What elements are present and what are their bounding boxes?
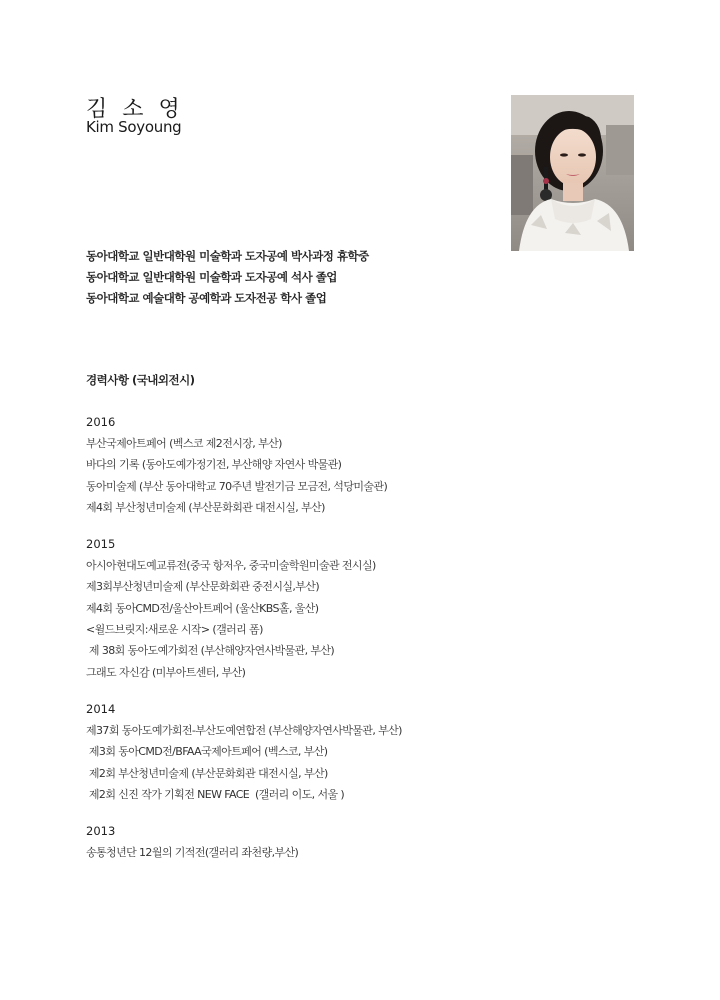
exhibition-item: 제3회 동아CMD전/BFAA국제아트페어 (벡스코, 부산) <box>86 745 328 759</box>
year-label: 2016 <box>86 415 116 429</box>
career-heading: 경력사항 (국내외전시) <box>86 373 195 387</box>
year-block-2014 <box>86 699 646 805</box>
exhibition-item: 제2회 신진 작가 기획전 NEW FACE (갤러리 이도, 서울 ) <box>86 787 345 801</box>
exhibition-item: 제37회 동아도예가회전-부산도예연합전 (부산해양자연사박물관, 부산) <box>86 723 402 737</box>
education-item: 동아대학교 일반대학원 미술학과 도자공예 석사 졸업 <box>86 270 337 284</box>
career-years <box>86 412 646 879</box>
year-label: 2013 <box>86 824 116 839</box>
exhibition-list <box>86 433 646 518</box>
exhibition-item: 아시아현대도예교류전(중국 항저우, 중국미술학원미술관 전시실) <box>86 559 376 573</box>
education-item: 동아대학교 일반대학원 미술학과 도자공예 박사과정 휴학중 <box>86 249 369 263</box>
exhibition-list <box>86 842 646 863</box>
year-label: 2014 <box>86 701 116 716</box>
exhibition-item: 송통청년단 12월의 기적전(갤러리 좌천량,부산) <box>86 846 299 860</box>
exhibition-item: 제 38회 동아도예가회전 (부산해양자연사박물관, 부산) <box>86 644 335 658</box>
education-list <box>86 246 369 309</box>
exhibition-item: 바다의 기록 (동아도예가정기전, 부산해양 자연사 박물관) <box>86 458 342 472</box>
year-block-2016 <box>86 412 646 518</box>
name-english: Kim Soyoung <box>86 118 182 136</box>
exhibition-list <box>86 555 646 683</box>
year-block-2013 <box>86 821 646 863</box>
name-korean: 김 소 영 <box>86 97 184 122</box>
exhibition-item: 제2회 부산청년미술제 (부산문화회관 대전시실, 부산) <box>86 766 328 780</box>
exhibition-item: 제4회 부산청년미술제 (부산문화회관 대전시실, 부산) <box>86 500 325 514</box>
exhibition-item: 동아미술제 (부산 동아대학교 70주년 발전기금 모금전, 석당미술관) <box>86 479 388 493</box>
exhibition-item: 그래도 자신감 (미부아트센터, 부산) <box>86 665 246 679</box>
year-label: 2015 <box>86 537 116 552</box>
education-item: 동아대학교 예술대학 공예학과 도자전공 학사 졸업 <box>86 291 327 305</box>
exhibition-item: <윌드브릿지:새로운 시작> (갤러리 폼) <box>86 623 263 637</box>
year-block-2015 <box>86 534 646 683</box>
exhibition-item: 부산국제아트페어 (벡스코 제2전시장, 부산) <box>86 437 282 450</box>
exhibition-item: 제3회부산청년미술제 (부산문화회관 중전시실,부산) <box>86 580 320 594</box>
exhibition-list <box>86 720 646 805</box>
portrait-photo-icon <box>511 95 634 251</box>
exhibition-item: 제4회 동아CMD전/울산아트페어 (울산KBS홀, 울산) <box>86 601 319 615</box>
